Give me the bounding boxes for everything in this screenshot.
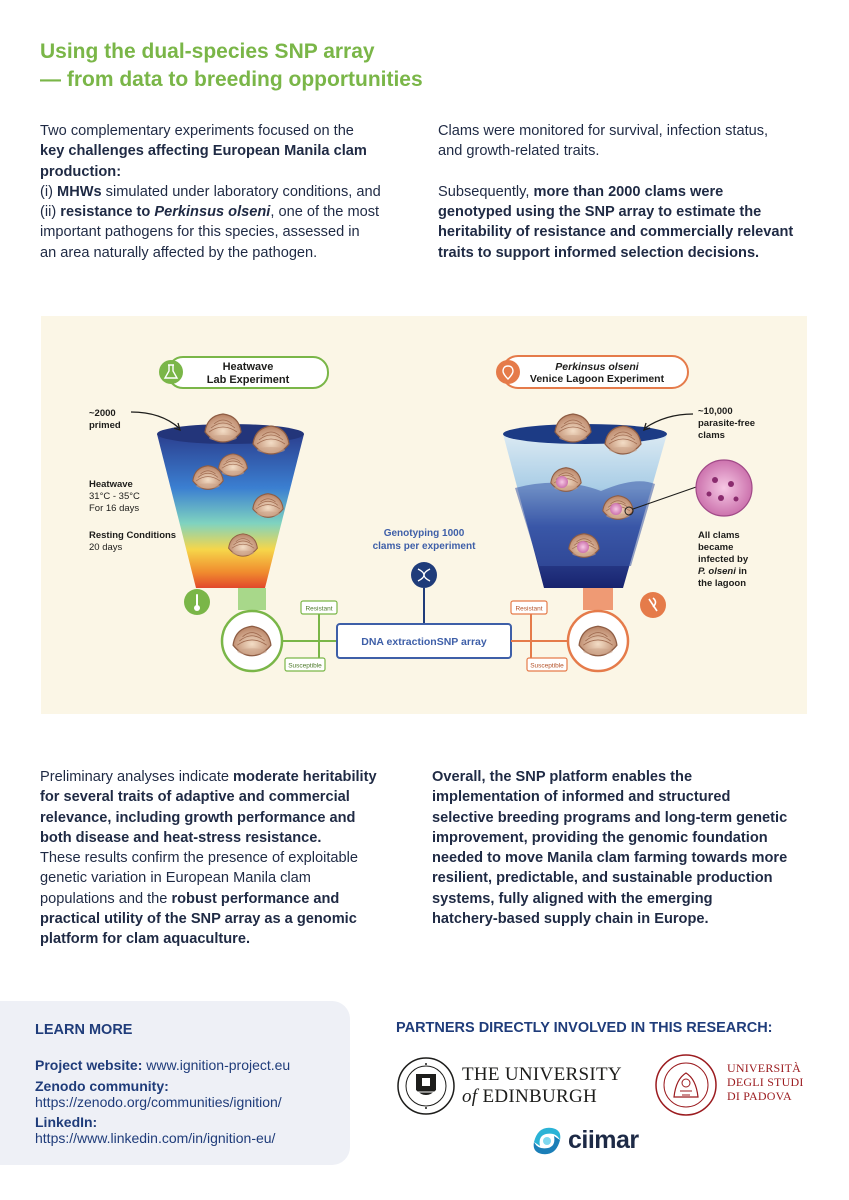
dna-extraction-label: DNA extractionSNP array: [361, 636, 487, 648]
text-bold: platform for clam aquaculture.: [40, 931, 251, 948]
text-bold: systems, fully aligned with the emerging: [432, 890, 713, 907]
text-span: Subsequently,: [438, 183, 534, 200]
text-bold: for several traits of adaptive and commercial: [40, 789, 350, 806]
lagoon-title-2: Venice Lagoon Experiment: [529, 373, 665, 385]
heatwave-label: Heatwave: [89, 479, 133, 490]
zenodo-label-row: [35, 1078, 169, 1095]
linkedin-label: LinkedIn:: [35, 1114, 98, 1130]
text-bold: Overall, the SNP platform enables the: [432, 769, 693, 785]
parasite-free-unit: clams: [698, 430, 725, 441]
intro-right-paragraph: [438, 121, 828, 263]
parasite-cell: [707, 492, 712, 497]
infection-spot: [577, 541, 589, 553]
infected-species: P. olseni: [698, 566, 736, 577]
lagoon-title-1: Perkinsus olseni: [555, 361, 639, 373]
ciimar-swirl-icon: [528, 1122, 566, 1160]
infection-spot: [556, 476, 568, 488]
title-line-1: Using the dual-species SNP array: [40, 40, 375, 63]
location-icon-bg: [496, 360, 520, 384]
flask-icon-bg: [159, 360, 183, 384]
edinburgh-line-2: [462, 1086, 622, 1108]
text-bold-italic: Perkinsus olseni: [154, 204, 271, 221]
padova-line-1: UNIVERSITÀ: [727, 1061, 801, 1075]
primed-arrow: [131, 412, 179, 428]
text-span: populations and the: [40, 890, 172, 907]
padova-seal-icon: [654, 1053, 718, 1117]
text-bold: resistance to: [60, 204, 155, 221]
parasite-cell: [712, 477, 718, 483]
text-bold: relevance, including growth performance and: [40, 809, 356, 826]
resting-duration: 20 days: [89, 542, 123, 553]
project-website-row: [35, 1057, 290, 1074]
text-bold: practical utility of the SNP array as a genomic: [40, 911, 357, 928]
parasite-free-label: parasite-free: [698, 418, 756, 429]
text-bold: key challenges affecting European Manila clam: [40, 143, 367, 160]
infection-spot: [610, 503, 622, 515]
text-span: (i): [40, 183, 58, 200]
genotyping-label-1: Genotyping 1000: [383, 528, 465, 539]
parasite-free-count: ~10,000: [698, 406, 733, 417]
text-bold: implementation of informed and structured: [432, 789, 731, 806]
edinburgh-line-1: THE UNIVERSITY: [462, 1064, 622, 1085]
primed-label: primed: [89, 420, 121, 431]
linkedin-link[interactable]: https://www.linkedin.com/in/ignition-eu/: [35, 1130, 276, 1146]
parasite-arrow: [645, 414, 693, 428]
edinburgh-crest-icon: [396, 1056, 456, 1116]
parasite-cell: [718, 495, 724, 501]
project-website-label: Project website:: [35, 1057, 143, 1073]
susceptible-tag-right-label: Susceptible: [530, 662, 564, 670]
padova-wordmark: [727, 1061, 804, 1103]
edinburgh-logo[interactable]: [396, 1056, 636, 1126]
resting-label: Resting Conditions: [89, 530, 177, 541]
text-line: Clams were monitored for survival, infection status,: [438, 123, 769, 139]
padova-line-2: DEGLI STUDI: [727, 1075, 804, 1089]
infected-line-2: became: [698, 542, 734, 553]
padova-line-3: DI PADOVA: [727, 1089, 792, 1103]
lagoon-funnel-spout: [583, 588, 613, 610]
text-line: and growth-related traits.: [438, 143, 600, 160]
edinburgh-of: of: [462, 1086, 478, 1107]
clam-icon: [555, 414, 591, 442]
diagram-svg: [41, 316, 807, 714]
padova-logo[interactable]: [654, 1053, 814, 1123]
learn-more-panel: [0, 1001, 350, 1165]
text-bold: robust performance and: [171, 890, 340, 907]
heatwave-title-2: Lab Experiment: [206, 374, 290, 386]
edinburgh-wordmark: [462, 1064, 622, 1108]
text-line: important pathogens for this species, assessed in: [40, 224, 360, 241]
infected-line-1: All clams: [698, 530, 740, 541]
heatwave-funnel-spout: [238, 588, 266, 610]
learn-more-heading: LEARN MORE: [35, 1022, 133, 1038]
linkedin-link-row: [35, 1130, 275, 1147]
text-span: (ii): [40, 204, 61, 221]
zenodo-label: Zenodo community:: [35, 1078, 169, 1094]
resistant-tag-left-label: Resistant: [305, 605, 333, 613]
text-line: These results confirm the presence of exploitable: [40, 850, 358, 867]
text-bold: MHWs: [57, 183, 102, 200]
project-website-link[interactable]: www.ignition-project.eu: [142, 1057, 291, 1073]
text-span: simulated under laboratory conditions, and: [101, 183, 381, 200]
text-bold: needed to move Manila clam farming towards more: [432, 850, 788, 867]
text-bold: moderate heritability: [233, 769, 377, 785]
infected-in: in: [735, 566, 747, 577]
linkedin-label-row: [35, 1114, 97, 1131]
text-bold: selective breeding programs and long-term genetic: [432, 809, 788, 826]
primed-count: ~2000: [89, 408, 116, 419]
zenodo-link-row: [35, 1094, 282, 1111]
title-line-2: — from data to breeding opportunities: [40, 68, 423, 91]
bottom-left-paragraph: [40, 767, 420, 950]
text-bold: both disease and heat-stress resistance.: [40, 829, 322, 846]
text-bold: resilient, predictable, and sustainable production: [432, 870, 773, 887]
bottom-right-paragraph: [432, 767, 832, 929]
text-bold: traits to support informed selection decisions.: [438, 244, 760, 261]
text-bold: genotyped using the SNP array to estimate the: [438, 204, 762, 221]
infected-line-3: infected by: [698, 554, 749, 565]
parasite-cell: [734, 497, 739, 502]
heatwave-temp: 31°C - 35°C: [89, 491, 140, 502]
text-span: Preliminary analyses indicate: [40, 769, 234, 785]
genotyping-label-2: clams per experiment: [372, 541, 476, 552]
susceptible-tag-left-label: Susceptible: [288, 662, 322, 670]
parasite-cell: [728, 481, 734, 487]
resistant-tag-right-label: Resistant: [515, 605, 543, 613]
clam-icon: [205, 414, 241, 442]
zenodo-link[interactable]: https://zenodo.org/communities/ignition/: [35, 1094, 282, 1110]
text-line: genetic variation in European Manila clam: [40, 870, 311, 887]
text-span: , one of the most: [270, 204, 380, 221]
infected-line-4: [698, 566, 747, 577]
text-line: an area naturally affected by the pathogen.: [40, 244, 318, 261]
intro-left-paragraph: [40, 121, 420, 263]
heatwave-duration: For 16 days: [89, 503, 140, 514]
edinburgh-name: EDINBURGH: [477, 1086, 598, 1107]
text-bold: improvement, providing the genomic foundation: [432, 829, 768, 846]
text-bold: hatchery-based supply chain in Europe.: [432, 911, 709, 928]
ciimar-logo[interactable]: [528, 1122, 668, 1162]
heatwave-title-1: Heatwave: [222, 361, 274, 373]
thermometer-bulb: [194, 605, 200, 611]
parasite-zoom-circle: [696, 460, 752, 516]
ciimar-wordmark: ciimar: [568, 1126, 639, 1154]
infected-line-6: the lagoon: [698, 578, 747, 589]
partners-heading: PARTNERS DIRECTLY INVOLVED IN THIS RESEARCH:: [396, 1020, 773, 1036]
text-bold: more than 2000 clams were: [533, 183, 724, 200]
text-bold: heritability of resistance and commercially relevant: [438, 224, 794, 241]
text-line: Two complementary experiments focused on the: [40, 123, 354, 139]
experiment-diagram: [41, 316, 807, 714]
page-title: [40, 38, 740, 94]
text-bold: production:: [40, 163, 122, 180]
